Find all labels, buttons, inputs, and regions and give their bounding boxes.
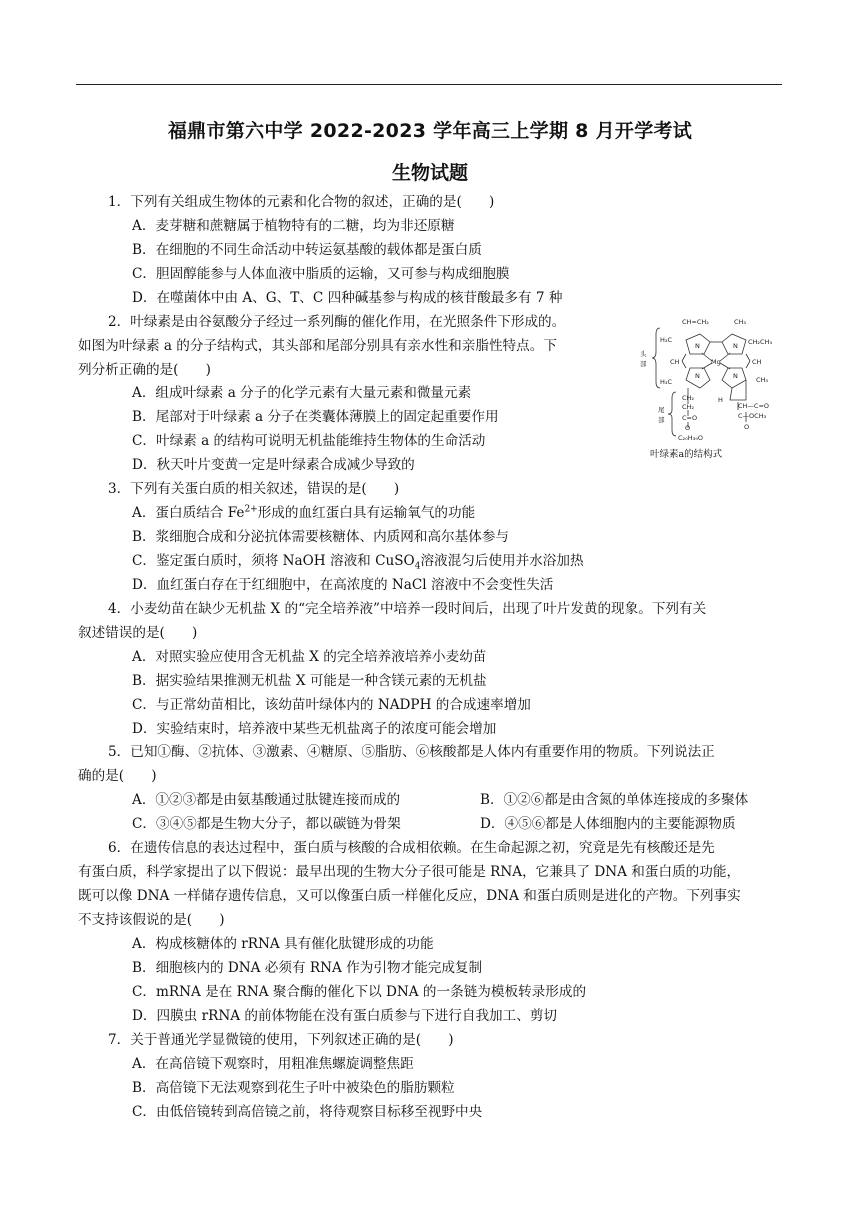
nitrogen-4: N (733, 372, 738, 380)
q1-option-d: D．在噬菌体中由 A、G、T、C 四种碱基参与构成的核苷酸最多有 7 种 (132, 290, 563, 306)
group-hydrogen: H (718, 396, 723, 404)
question-4-stem-line1: 4．小麦幼苗在缺少无机盐 X 的“完全培养液”中培养一段时间后，出现了叶片发黄的现象。下列有关 (108, 601, 707, 617)
group-oxygen-2: O (744, 423, 750, 431)
q4-option-a: A．对照实验应使用含无机盐 X 的完全培养液培养小麦幼苗 (132, 649, 487, 665)
nitrogen-1: N (695, 342, 700, 350)
figure-tail-label-char2: 部 (658, 416, 665, 424)
q2-option-a: A．组成叶绿素 a 分子的化学元素有大量元素和微量元素 (132, 385, 472, 401)
header-rule (76, 84, 782, 85)
q3-option-a: A．蛋白质结合 $Fe^{2+}$形成的血红蛋白具有运输氧气的功能 (132, 504, 476, 521)
group-ch2-1: CH₂ (682, 394, 695, 402)
figure-head-label-char2: 部 (640, 360, 647, 368)
q6-option-a: A．构成核糖体的 rRNA 具有催化肽键形成的功能 (132, 936, 434, 952)
question-3-stem: 3．下列有关蛋白质的相关叙述，错误的是( ) (108, 481, 400, 497)
q5-option-d: D．④⑤⑥都是人体细胞内的主要能源物质 (480, 816, 736, 832)
q3-option-b: B．浆细胞合成和分泌抗体需要核糖体、内质网和高尔基体参与 (132, 529, 510, 545)
question-2-stem-line1: 2．叶绿素是由谷氨酸分子经过一系列酶的催化作用，在光照条件下形成的。 (108, 314, 566, 330)
group-phytyl: C₂₀H₃₉O (678, 434, 703, 442)
question-6-stem-line3: 既可以像 DNA 一样储存遗传信息，又可以像蛋白质一样催化反应，DNA 和蛋白质则是进化的产物。下列事实 (78, 888, 741, 904)
q5-option-c: C．③④⑤都是生物大分子，都以碳链为骨架 (132, 816, 401, 832)
question-2-stem-line3: 列分析正确的是( ) (78, 362, 211, 378)
group-methyl-2: H₃C (660, 336, 673, 344)
group-ethyl: CH₂CH₃ (748, 338, 773, 346)
q1-option-a: A．麦芽糖和蔗糖属于植物特有的二糖，均为非还原糖 (132, 218, 455, 234)
q3-option-d: D．血红蛋白存在于红细胞中，在高浓度的 NaCl 溶液中不会变性失活 (132, 577, 554, 593)
question-6-stem-line4: 不支持该假说的是( ) (78, 912, 225, 928)
q5-option-a: A．①②③都是由氨基酸通过肽键连接而成的 (132, 792, 401, 808)
nitrogen-2: N (733, 342, 738, 350)
group-methine-2: CH (752, 358, 762, 366)
group-carbonyl: C=O (682, 414, 698, 422)
question-1-stem: 1．下列有关组成生物体的元素和化合物的叙述，正确的是( ) (108, 194, 495, 210)
q7-option-a: A．在高倍镜下观察时，用粗准焦螺旋调整焦距 (132, 1056, 414, 1072)
question-5-stem-line1: 5．已知①酶、②抗体、③激素、④糖原、⑤脂肪、⑥核酸都是人体内有重要作用的物质。下列说法正 (108, 744, 715, 760)
question-2-stem-line2: 如图为叶绿素 a 的分子结构式，其头部和尾部分别具有亲水性和亲脂性特点。下 (78, 338, 557, 354)
q2-option-c: C．叶绿素 a 的结构可说明无机盐能维持生物体的生命活动 (132, 433, 486, 449)
q2-option-d: D．秋天叶片变黄一定是叶绿素合成减少导致的 (132, 457, 415, 473)
q1-option-b: B．在细胞的不同生命活动中转运氨基酸的载体都是蛋白质 (132, 242, 482, 258)
group-vinyl: CH=CH₂ (682, 318, 709, 326)
q6-option-d: D．四膜虫 rRNA 的前体物能在没有蛋白质参与下进行自我加工、剪切 (132, 1008, 558, 1024)
group-ch2-2: CH₂ (682, 403, 695, 411)
question-5-stem-line2: 确的是( ) (78, 768, 157, 784)
figure-caption: 叶绿素a的结构式 (650, 449, 723, 460)
q7-option-b: B．高倍镜下无法观察到花生子叶中被染色的脂肪颗粒 (132, 1080, 455, 1096)
q2-option-b: B．尾部对于叶绿素 a 分子在类囊体薄膜上的固定起重要作用 (132, 409, 499, 425)
group-methyl-4: CH₃ (756, 376, 769, 384)
group-methine-1: CH (670, 358, 680, 366)
chlorophyll-a-structure-figure (638, 312, 786, 460)
question-6-stem-line2: 有蛋白质，科学家提出了以下假说：最早出现的生物大分子很可能是 RNA，它兼具了 DNA 和蛋白质的功能， (78, 864, 741, 880)
question-6-stem-line1: 6．在遗传信息的表达过程中，蛋白质与核酸的合成相依赖。在生命起源之初，究竟是先有核酸还是先 (108, 840, 715, 856)
q6-option-c: C．mRNA 是在 RNA 聚合酶的催化下以 DNA 的一条链为模板转录形成的 (132, 984, 587, 1000)
figure-head-label-char1: 头 (640, 350, 647, 358)
question-4-stem-line2: 叙述错误的是( ) (78, 625, 198, 641)
group-methyl-3: H₃C (660, 378, 673, 386)
q4-option-d: D．实验结束时，培养液中某些无机盐离子的浓度可能会增加 (132, 721, 497, 737)
q6-option-b: B．细胞核内的 DNA 必须有 RNA 作为引物才能完成复制 (132, 960, 483, 976)
exam-title: 福鼎市第六中学 2022-2023 学年高三上学期 8 月开学考试 (167, 120, 693, 142)
question-7-stem: 7．关于普通光学显微镜的使用，下列叙述正确的是( ) (108, 1032, 454, 1048)
q4-option-c: C．与正常幼苗相比，该幼苗叶绿体内的 NADPH 的合成速率增加 (132, 697, 531, 713)
q3-option-c: C．鉴定蛋白质时，须将 NaOH 溶液和 CuSO$_4$溶液混匀后使用并水浴加热 (132, 553, 584, 572)
figure-tail-label-char1: 尾 (658, 406, 665, 414)
q7-option-c: C．由低倍镜转到高倍镜之前，将待观察目标移至视野中央 (132, 1104, 483, 1120)
group-oxygen-1: O (685, 424, 691, 432)
q4-option-b: B．据实验结果推测无机盐 X 可能是一种含镁元素的无机盐 (132, 673, 487, 689)
group-methyl-1: CH₃ (734, 318, 747, 326)
group-ester: C—OCH₃ (738, 412, 767, 420)
q1-option-c: C．胆固醇能参与人体血液中脂质的运输，又可参与构成细胞膜 (132, 266, 510, 282)
exam-subtitle: 生物试题 (391, 162, 468, 184)
nitrogen-3: N (695, 372, 700, 380)
magnesium-atom: Mg (711, 358, 721, 366)
group-keto: CH—C=O (738, 402, 770, 410)
q5-option-b: B．①②⑥都是由含氮的单体连接成的多聚体 (480, 792, 749, 808)
